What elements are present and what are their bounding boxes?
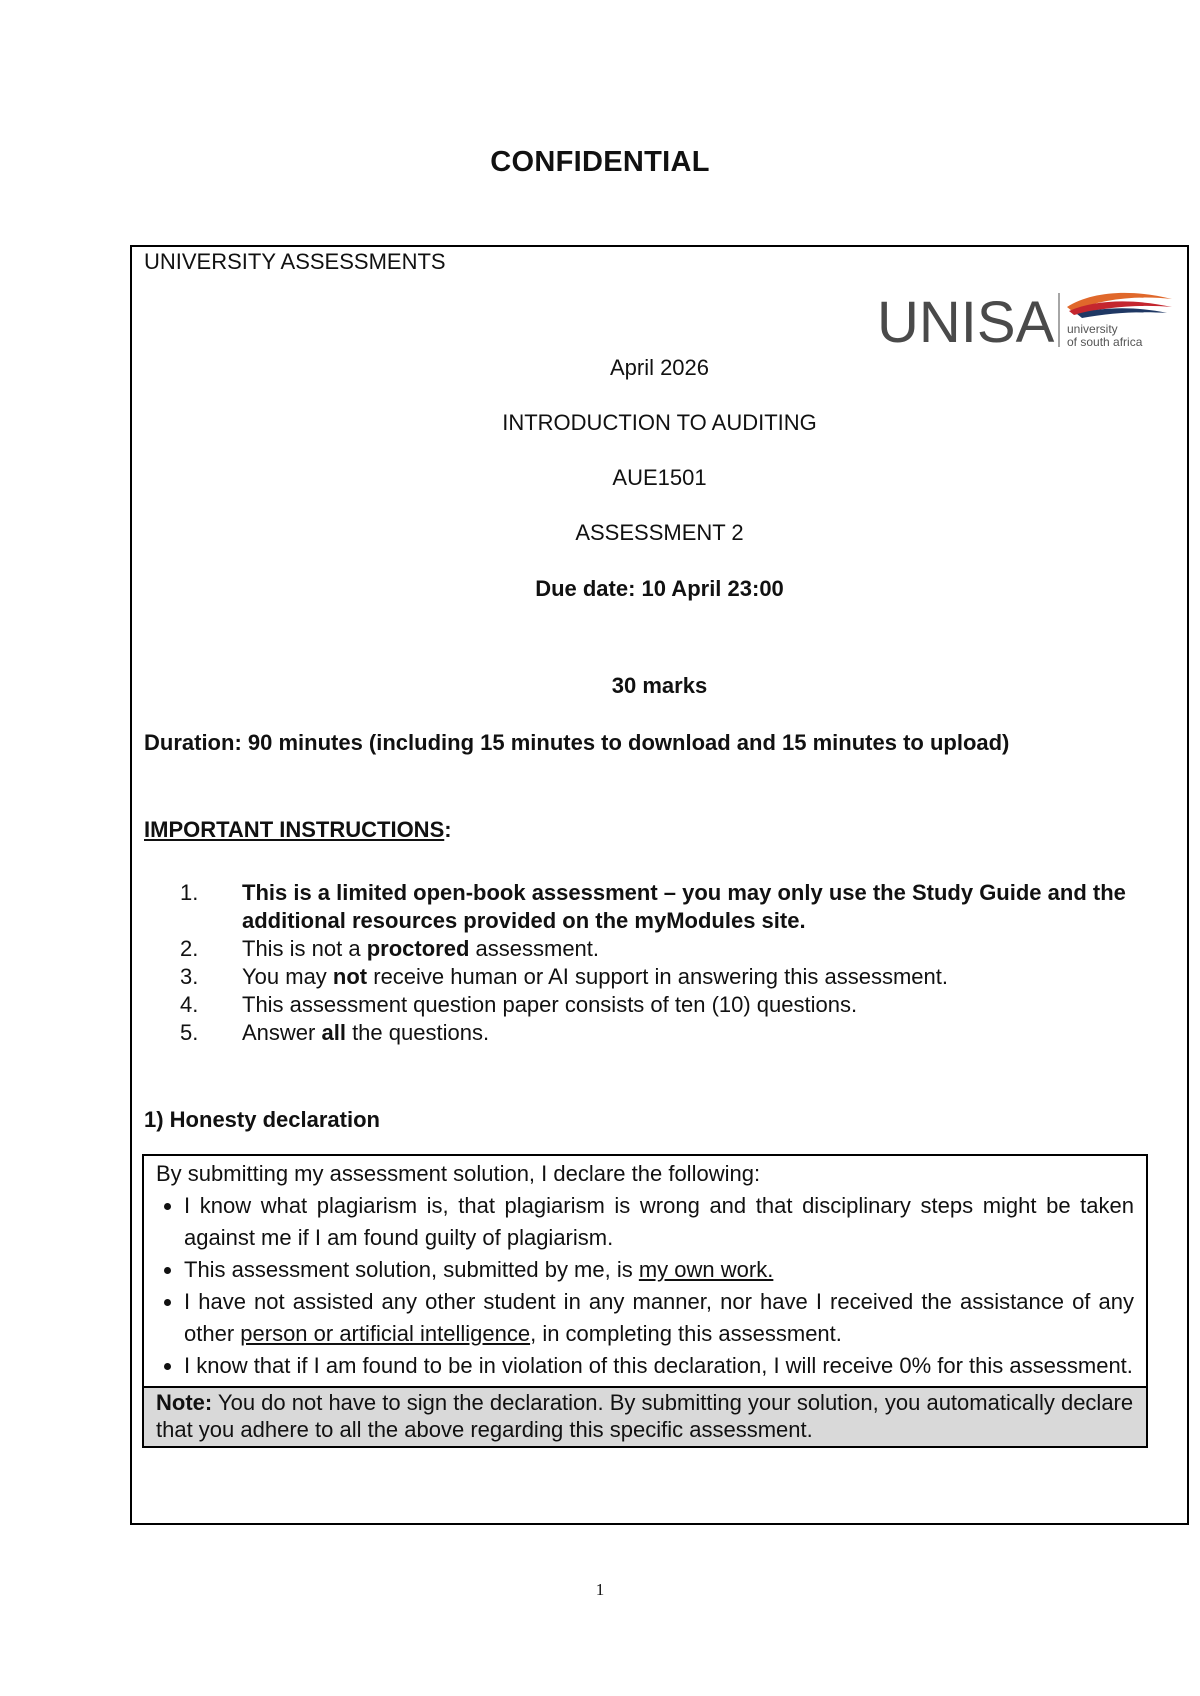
instruction-item: 2. This is not a proctored assessment.	[180, 936, 600, 961]
declaration-note: Note: You do not have to sign the declaration. By submitting your solution, you automatically declare that you adhere to all the above regarding this specific assessment.	[144, 1386, 1146, 1446]
declaration-bullet: • I know what plagiarism is, that plagiarism is wrong and that disciplinary steps might be taken against me if I am found guilty of plagiarism.	[184, 1190, 1134, 1254]
module-name: INTRODUCTION TO AUDITING	[502, 410, 817, 435]
declaration-bullet: • I have not assisted any other student in any manner, nor have I received the assistance of any other person or artificial intelligence, in completing this assessment.	[184, 1286, 1134, 1350]
page-number: 1	[595, 1580, 605, 1599]
instruction-item: 5. Answer all the questions.	[180, 1020, 490, 1045]
declaration-bullet: • This assessment solution, submitted by me, is my own work.	[184, 1254, 1134, 1286]
due-date: Due date: 10 April 23:00	[535, 576, 784, 601]
university-assessments-label: UNIVERSITY ASSESSMENTS	[144, 249, 446, 274]
honesty-declaration-heading: 1) Honesty declaration	[144, 1107, 380, 1132]
instruction-item: 3. You may not receive human or AI support in answering this assessment.	[180, 964, 948, 989]
module-code: AUE1501	[612, 465, 707, 490]
instructions-title: IMPORTANT INSTRUCTIONS:	[144, 817, 452, 842]
assessment-date: April 2026	[609, 355, 710, 380]
declaration-intro: By submitting my assessment solution, I declare the following:	[156, 1161, 761, 1186]
duration: Duration: 90 minutes (including 15 minutes to download and 15 minutes to upload)	[144, 730, 1010, 755]
unisa-logo	[877, 287, 1177, 351]
logo-line2: of south africa	[1067, 335, 1143, 349]
honesty-declaration-box	[142, 1154, 1148, 1448]
cover-frame	[130, 245, 1189, 1525]
declaration-bullet: • I know that if I am found to be in violation of this declaration, I will receive 0% for this assessment.	[184, 1350, 1134, 1382]
logo-line1: university	[1067, 322, 1118, 336]
marks: 30 marks	[611, 673, 708, 698]
instruction-item: 1. This is a limited open-book assessment – you may only use the Study Guide and the additional resources provided on the myModules site.	[180, 880, 1126, 933]
logo-wordmark: UNISA	[877, 290, 1055, 351]
instructions-list	[180, 879, 1190, 1047]
instruction-item: 4. This assessment question paper consists of ten (10) questions.	[180, 992, 858, 1017]
assessment-number: ASSESSMENT 2	[575, 520, 744, 545]
confidential-heading: CONFIDENTIAL	[490, 146, 710, 178]
